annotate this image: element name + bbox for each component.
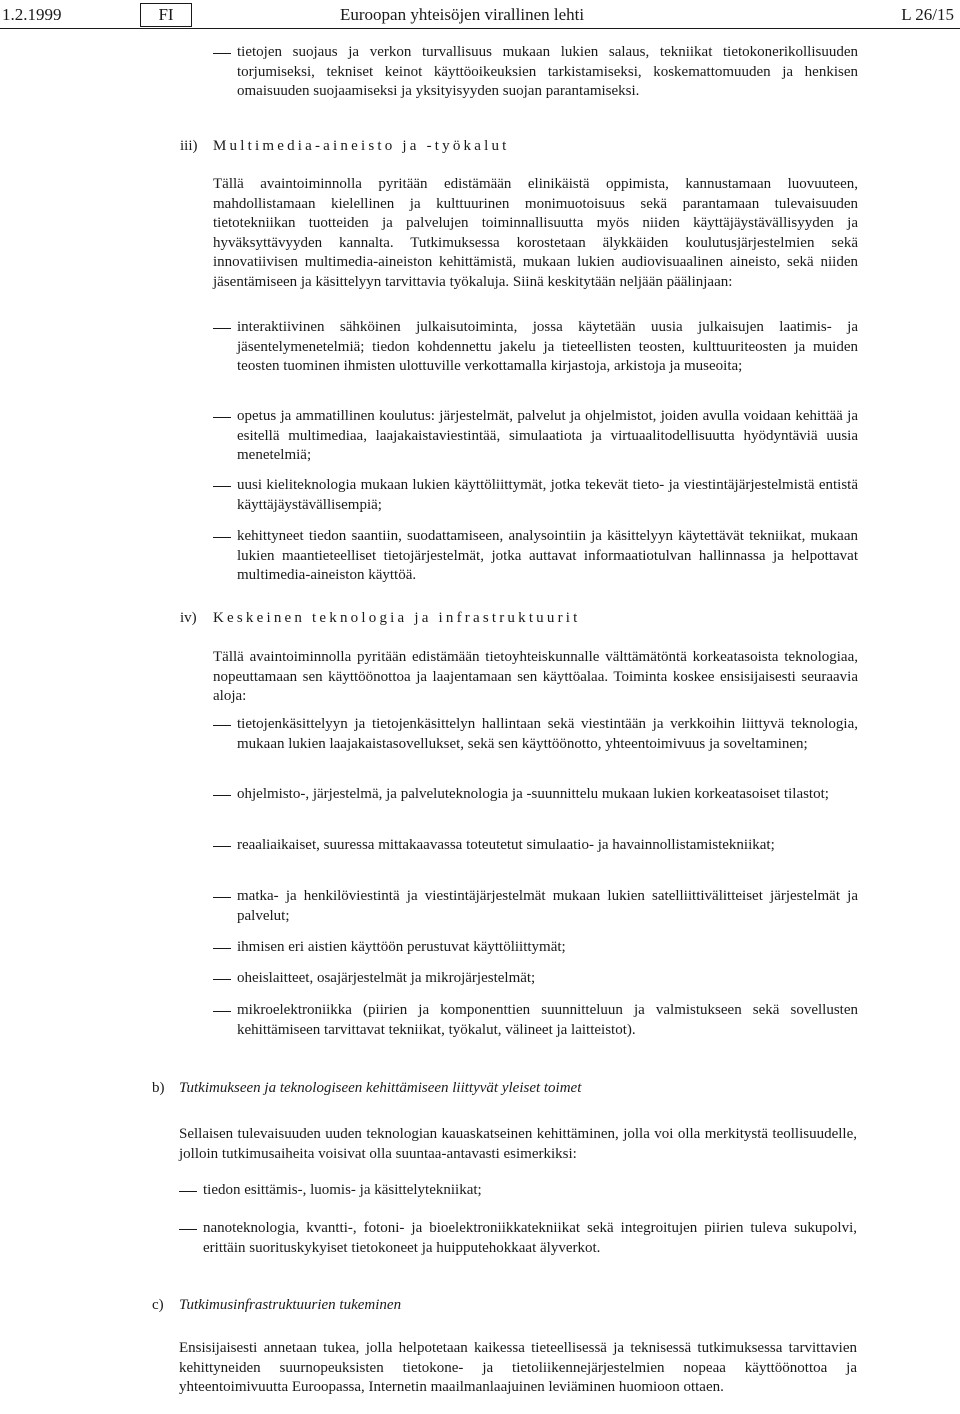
- list-item-text: tietojenkäsittelyyn ja tietojenkäsittelyn hallintaan sekä viestintään ja verkkoihin liittyvä teknologia, mukaan lukien laajakaistasovellukset, sekä sen käyttöönotto, yhteentoimivuus ja soveltaminen;: [237, 716, 858, 752]
- section-intro: Sellaisen tulevaisuuden uuden teknologian kauaskatseinen kehittäminen, jolla voi olla merkitystä teollisuudelle, jolloin tutkimusaiheita voisivat olla suuntaa-antavasti esimerkiksi:: [179, 1126, 857, 1162]
- list-item: [213, 785, 858, 805]
- list-item-text: reaaliaikaiset, suuressa mittakaavassa toteutetut simulaatio- ja havainnollistamistekniikat;: [237, 837, 775, 853]
- list-item: [213, 1001, 858, 1040]
- section-number: iii): [180, 138, 198, 154]
- section-heading: Tutkimukseen ja teknologiseen kehittämiseen liittyvät yleiset toimet: [179, 1080, 582, 1096]
- section-number: c): [152, 1297, 164, 1313]
- list-item-text: nanoteknologia, kvantti-, fotoni- ja bioelektroniikkatekniikat sekä integroitujen piirien tuleva sukupolvi, erittäin suorituskykyiset tietokoneet ja huipputehokkaat älyverkot.: [203, 1220, 857, 1256]
- list-item-text: tiedon esittämis-, luomis- ja käsittelytekniikat;: [203, 1182, 482, 1198]
- section-intro: Tällä avaintoiminnolla pyritään edistämään tietoyhteiskunnalle välttämätöntä korkeatasoista teknologiaa, nopeuttamaan sen käyttöönottoa ja laajentamaan sen käyttöalaa. Toiminta koskee ensisijaisesti seuraavia aloja:: [213, 649, 858, 704]
- language-code-box: FI: [140, 3, 192, 27]
- list-item-text: uusi kieliteknologia mukaan lukien käyttöliittymät, jotka tekevät tieto- ja viestintäjärjestelmistä entistä käyttäjäystävällisempiä;: [237, 477, 858, 513]
- publication-date: 1.2.1999: [2, 5, 62, 24]
- dash-bullet: [213, 537, 231, 538]
- list-item: [213, 476, 858, 515]
- dash-bullet: [213, 897, 231, 898]
- list-item: [213, 836, 858, 856]
- journal-title: Euroopan yhteisöjen virallinen lehti: [340, 5, 585, 24]
- dash-bullet: [213, 1011, 231, 1012]
- list-item-text: mikroelektroniikka (piirien ja komponenttien suunnitteluun ja valmistukseen sekä sovellusten kehittämiseen tarvittavat tekniikat, työkalut, välineet ja laitteistot).: [237, 1002, 858, 1038]
- dash-bullet: [179, 1191, 197, 1192]
- section-number: iv): [180, 610, 197, 626]
- list-item: [213, 527, 858, 586]
- list-item: [213, 969, 858, 989]
- list-item: [213, 318, 858, 377]
- dash-bullet: [213, 328, 231, 329]
- issue-reference: L 26/15: [901, 5, 954, 24]
- dash-bullet: [213, 417, 231, 418]
- list-item-text: kehittyneet tiedon saantiin, suodattamiseen, analysointiin ja käsittelyyn käytettävät tekniikat, mukaan lukien maantieteelliset tietojärjestelmät, jotka auttavat informaatiotulvan hallinnassa ja helpottavat multimedia-aineiston käyttöä.: [237, 528, 858, 583]
- header-rule: [0, 28, 960, 29]
- list-item: [213, 715, 858, 754]
- section-heading: Multimedia-aineisto ja -työkalut: [213, 138, 510, 154]
- list-item-text: interaktiivinen sähköinen julkaisutoiminta, jossa käytetään uusia julkaisujen laatimis- ja jäsentelymenetelmiä; tiedon kohdennettu jakelu ja tieteellisten teosten, kulttuuriteosten ja muiden teosten tuominen ihmisten ulottuville verkottamalla kirjastoja, arkistoja ja museoita;: [237, 319, 858, 374]
- list-item-text: ohjelmisto-, järjestelmä, ja palveluteknologia ja -suunnittelu mukaan lukien korkeatasoiset tilastot;: [237, 786, 829, 802]
- list-item: [213, 43, 858, 102]
- dash-bullet: [179, 1229, 197, 1230]
- dash-bullet: [213, 725, 231, 726]
- list-item-text: matka- ja henkilöviestintä ja viestintäjärjestelmät mukaan lukien satelliittivälitteiset järjestelmät ja palvelut;: [237, 888, 858, 924]
- dash-bullet: [213, 795, 231, 796]
- dash-bullet: [213, 846, 231, 847]
- dash-bullet: [213, 486, 231, 487]
- list-item-text: opetus ja ammatillinen koulutus: järjestelmät, palvelut ja ohjelmistot, joiden avulla voidaan kehittää ja esitellä multimediaa, laajakaistaviestintää, simulaatiota ja virtuaalitodellisuutta hyödyntäviä uusia menetelmiä;: [237, 408, 858, 463]
- dash-bullet: [213, 53, 231, 54]
- dash-bullet: [213, 948, 231, 949]
- list-item-text: tietojen suojaus ja verkon turvallisuus mukaan lukien salaus, tekniikat tietokonerikollisuuden torjumiseksi, tekniset keinot käyttöoikeuksien tarkistamiseksi, koskemattomuuden ja henkisen omaisuuden suojaamiseksi ja yksityisyyden suojan parantamiseksi.: [237, 44, 858, 99]
- list-item: [213, 887, 858, 926]
- list-item: [213, 938, 858, 958]
- list-item: [179, 1219, 857, 1258]
- section-intro: Tällä avaintoiminnolla pyritään edistämään elinikäistä oppimista, kannustamaan luovuuteen, mahdollistamaan kielellinen ja kulttuurinen monimuotoisuus sekä parantamaan tulevaisuuden tietotekniikan tuotteiden ja palvelujen toiminnallisuutta myös niiden käyttäjäystävällisyyden ja hyväksyttävyyden kannalta. Tutkimuksessa korostetaan älykkäiden koulutusjärjestelmien sekä innovatiivisen multimedia-aineiston kehittämistä, mukaan lukien audiovisuaalinen aineisto, sekä niiden jäsentämiseen ja käsittelyyn tarvittavia työkaluja. Siinä keskitytään neljään päälinjaan:: [213, 176, 858, 290]
- section-heading: Tutkimusinfrastruktuurien tukeminen: [179, 1297, 402, 1313]
- section-number: b): [152, 1080, 165, 1096]
- page-header: [0, 3, 960, 27]
- list-item: [213, 407, 858, 466]
- section-intro: Ensisijaisesti annetaan tukea, jolla helpotetaan kaikessa tieteellisessä ja teknisessä tutkimuksessa tarvittavien kehittyneiden suurnopeuksisten tietokone- ja tietoliikennejärjestelmien nopeaa käyttöönottoa ja yhteentoimivuutta Euroopassa, Internetin maailmanlaajuinen leviäminen huomioon ottaen.: [179, 1340, 857, 1395]
- list-item: [179, 1181, 857, 1201]
- section-heading: Keskeinen teknologia ja infrastruktuurit: [213, 610, 581, 626]
- list-item-text: oheislaitteet, osajärjestelmät ja mikrojärjestelmät;: [237, 970, 536, 986]
- dash-bullet: [213, 979, 231, 980]
- list-item-text: ihmisen eri aistien käyttöön perustuvat käyttöliittymät;: [237, 939, 566, 955]
